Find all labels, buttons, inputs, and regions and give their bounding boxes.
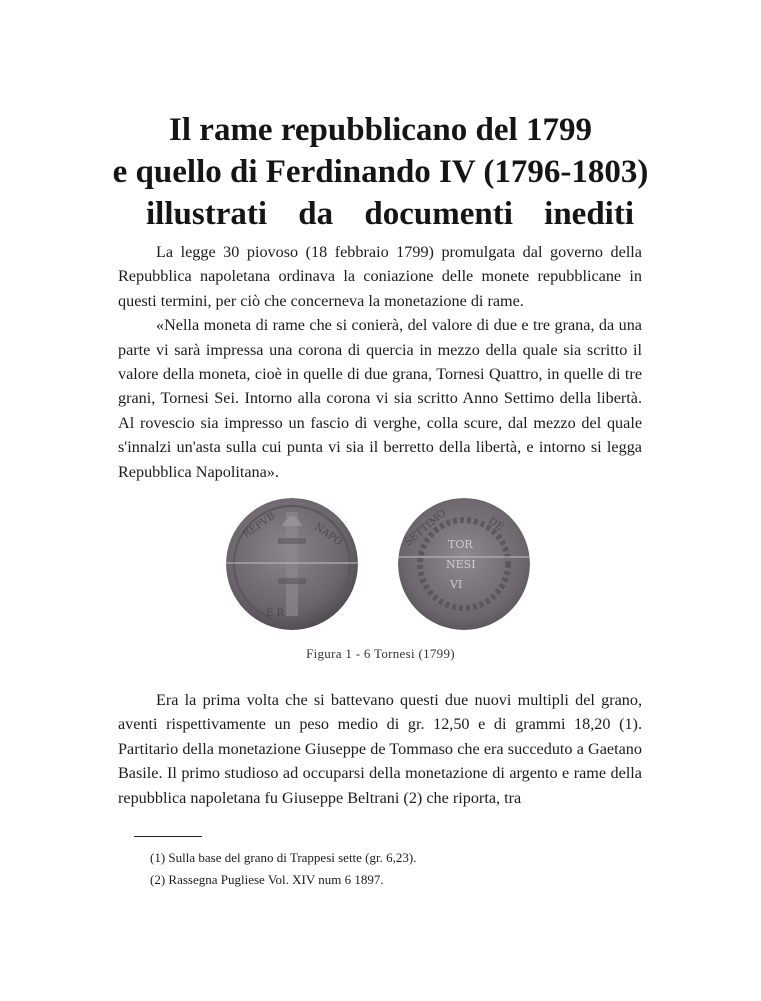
svg-text:TOR: TOR xyxy=(448,538,473,551)
paragraph: La legge 30 piovoso (18 febbraio 1799) promulgata dal governo della Repubblica napoletana ordinava la coniazione delle monete repubblicane in questi termini, per ciò che concerneva la monetazione di rame. xyxy=(118,243,642,310)
svg-text:DE: DE xyxy=(486,515,506,534)
footnote-divider xyxy=(134,836,202,837)
footnote: (2) Rassegna Pugliese Vol. XIV num 6 1897. xyxy=(150,871,384,887)
coin-reverse-image xyxy=(398,498,530,630)
title-line-2: e quello di Ferdinando IV (1796-1803) xyxy=(112,154,649,190)
coin-obverse-image xyxy=(226,498,358,630)
title-line-1: Il rame repubblicano del 1799 xyxy=(169,112,592,148)
svg-text:VI: VI xyxy=(450,578,463,591)
title-line-3: illustrati da documenti inediti xyxy=(146,196,634,232)
svg-text:SETTIMO: SETTIMO xyxy=(402,507,449,549)
body-text-top xyxy=(118,240,642,484)
paragraph: «Nella moneta di rame che si conierà, del valore di due e tre grana, da una parte vi sarà impressa una corona di quercia in mezzo della quale sia scritto il valore della moneta, cioè in quelle di due grana, Tornesi Quattro, in quelle di tre grani, Tornesi Sei. Intorno alla corona vi sia scritto Anno Settimo della libertà. Al rovescio sia impresso un fascio di verghe, colla scure, dal mezzo del quale s'innalzi un'asta sulla cui punta vi sia il berretto della libertà, e intorno si legga Repubblica Napolitana». xyxy=(118,316,642,481)
figure-caption: Figura 1 - 6 Tornesi (1799) xyxy=(306,646,455,661)
footnote: (1) Sulla base del grano di Trappesi sette (gr. 6,23). xyxy=(150,850,417,865)
footnotes xyxy=(150,847,630,890)
coin-figure xyxy=(0,498,761,633)
svg-text:REPVB: REPVB xyxy=(241,510,278,541)
svg-text:E R: E R xyxy=(266,608,285,619)
paragraph: Era la prima volta che si battevano questi due nuovi multipli del grano, aventi rispettivamente un peso medio di gr. 12,50 e di grammi 18,20 (1). Partitario della monetazione Giuseppe de Tommaso che era succeduto a Gaetano Basile. Il primo studioso ad occuparsi della monetazione di argento e rame della repubblica napoletana fu Giuseppe Beltrani (2) che riporta, tra xyxy=(118,691,642,807)
svg-text:NESI: NESI xyxy=(446,558,476,571)
body-text-bottom xyxy=(118,688,642,810)
svg-text:NAPO: NAPO xyxy=(312,521,344,549)
